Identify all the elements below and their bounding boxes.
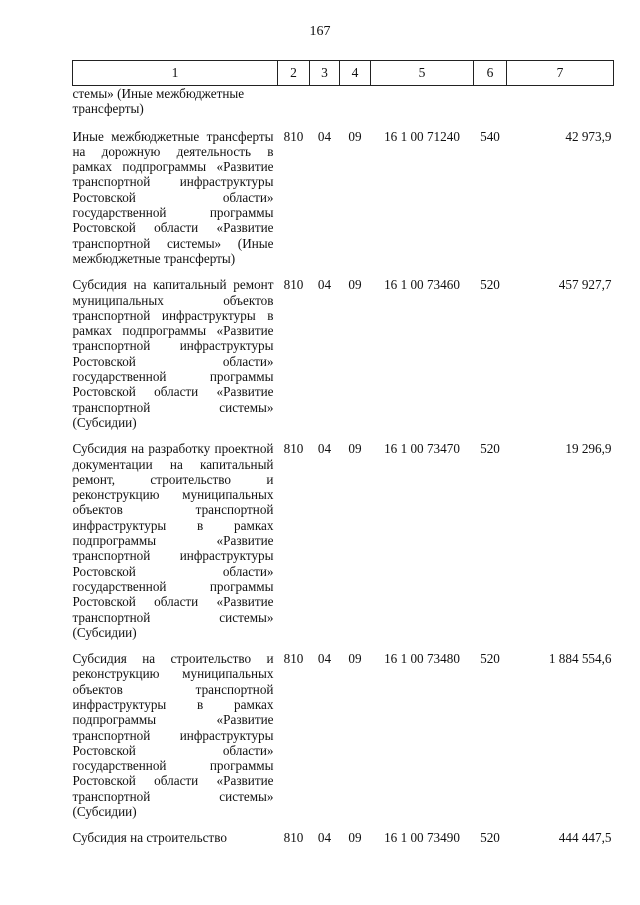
amount: 42 973,9: [565, 128, 612, 144]
ministry-code: 810: [283, 128, 304, 144]
column-header: 7: [507, 61, 614, 86]
amount: 444 447,5: [558, 830, 612, 846]
amount: 457 927,7: [558, 277, 612, 293]
row-description: Иные межбюджетные трансферты на дорожную деятельность в рамках подпрограммы «Развитие транспортной инфраструктуры Ростовской области» государственной программы Ростовской области «Развитие транспортной системы» (Иные межбюджетные трансферты): [72, 128, 274, 266]
ministry-code: 810: [283, 651, 304, 667]
section-code: 04: [317, 277, 332, 293]
subsection-code: 09: [348, 830, 362, 846]
column-header: 2: [278, 61, 310, 86]
amount: 19 296,9: [565, 441, 612, 457]
ministry-code: 810: [283, 830, 304, 846]
ministry-code: 810: [283, 277, 304, 293]
budget-table: [72, 60, 614, 857]
target-code: 16 1 00 73480: [384, 651, 460, 667]
column-header: 1: [73, 61, 278, 86]
page-number: 167: [309, 24, 331, 39]
table-row: [73, 277, 614, 441]
target-code: 16 1 00 73470: [384, 441, 460, 457]
row-description: Субсидия на разработку проектной документации на капитальный ремонт, строительство и реконструкцию муниципальных объектов транспортной инфраструктуры в рамках подпрограммы «Развитие транспортной инфраструктуры Ростовской области» государственной программы Ростовской области «Развитие транспортной системы» (Субсидии): [72, 441, 274, 640]
expense-type-code: 520: [480, 277, 500, 293]
section-code: 04: [317, 830, 332, 846]
expense-type-code: 540: [480, 128, 500, 144]
target-code: 16 1 00 71240: [384, 128, 460, 144]
section-code: 04: [317, 128, 332, 144]
subsection-code: 09: [348, 277, 362, 293]
target-code: 16 1 00 73490: [384, 830, 460, 846]
row-description: стемы» (Иные межбюджетные трансферты): [72, 86, 245, 117]
subsection-code: 09: [348, 651, 362, 667]
table-row: [73, 830, 614, 856]
subsection-code: 09: [348, 128, 362, 144]
row-description: Субсидия на капитальный ремонт муниципальных объектов транспортной инфраструктуры в рамках подпрограммы «Развитие транспортной инфраструктуры Ростовской области» государственной программы Ростовской области «Развитие транспортной системы» (Субсидии): [72, 277, 274, 430]
header-row: [73, 61, 614, 86]
section-code: 04: [317, 441, 332, 457]
expense-type-code: 520: [480, 441, 500, 457]
subsection-code: 09: [348, 441, 362, 457]
target-code: 16 1 00 73460: [384, 277, 460, 293]
table-row: [73, 441, 614, 651]
table-row: [73, 651, 614, 830]
amount: 1 884 554,6: [548, 651, 612, 667]
column-header: 6: [474, 61, 507, 86]
ministry-code: 810: [283, 441, 304, 457]
column-header: 5: [371, 61, 474, 86]
row-description: Субсидия на строительство и реконструкцию муниципальных объектов транспортной инфраструктуры в рамках подпрограммы «Развитие транспортной инфраструктуры Ростовской области» государственной программы Ростовской области «Развитие транспортной системы» (Субсидии): [72, 651, 274, 820]
column-header: 4: [340, 61, 371, 86]
expense-type-code: 520: [480, 830, 500, 846]
continuation-row: [73, 86, 614, 129]
expense-type-code: 520: [480, 651, 500, 667]
row-description: Субсидия на строительство: [72, 830, 227, 846]
column-header: 3: [310, 61, 340, 86]
table-row: [73, 129, 614, 278]
section-code: 04: [317, 651, 332, 667]
